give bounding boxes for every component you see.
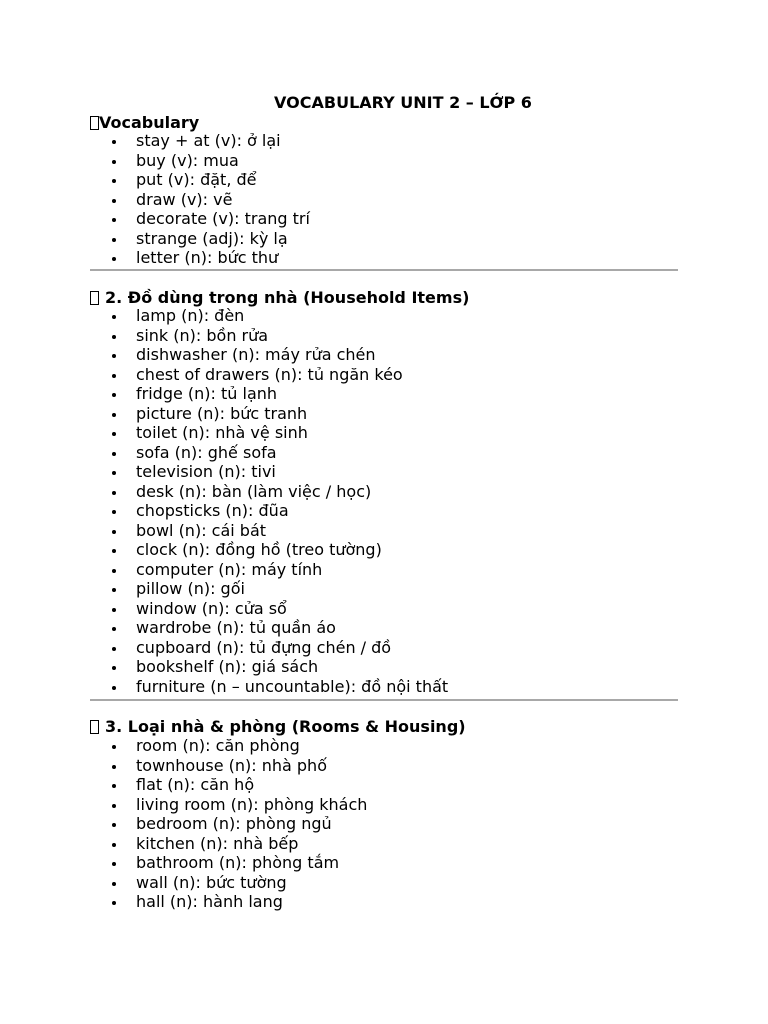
list-item: cupboard (n): tủ đựng chén / đồ <box>108 638 448 658</box>
list-item: furniture (n – uncountable): đồ nội thất <box>108 677 448 697</box>
section-heading-text: Vocabulary <box>99 113 200 132</box>
list-item: sink (n): bồn rửa <box>108 326 448 346</box>
vocabulary-list <box>108 131 310 268</box>
household-items-list <box>108 306 448 696</box>
rooms-housing-list <box>108 736 367 912</box>
list-item: clock (n): đồng hồ (treo tường) <box>108 540 448 560</box>
list-item: dishwasher (n): máy rửa chén <box>108 345 448 365</box>
list-item: strange (adj): kỳ lạ <box>108 229 310 249</box>
list-item: townhouse (n): nhà phố <box>108 756 367 776</box>
document-title: VOCABULARY UNIT 2 – LỚP 6 <box>274 93 532 112</box>
section-heading-vocabulary <box>90 113 199 133</box>
list-item: living room (n): phòng khách <box>108 795 367 815</box>
list-item: bowl (n): cái bát <box>108 521 448 541</box>
list-item: sofa (n): ghế sofa <box>108 443 448 463</box>
list-item: wardrobe (n): tủ quần áo <box>108 618 448 638</box>
list-item: fridge (n): tủ lạnh <box>108 384 448 404</box>
list-item: television (n): tivi <box>108 462 448 482</box>
list-item: buy (v): mua <box>108 151 310 171</box>
list-item: bathroom (n): phòng tắm <box>108 853 367 873</box>
missing-glyph-icon <box>90 720 99 734</box>
missing-glyph-icon <box>90 116 99 130</box>
section-heading-rooms-housing <box>90 717 466 737</box>
section-heading-text: 3. Loại nhà & phòng (Rooms & Housing) <box>105 717 466 736</box>
list-item: pillow (n): gối <box>108 579 448 599</box>
list-item: wall (n): bức tường <box>108 873 367 893</box>
list-item: window (n): cửa sổ <box>108 599 448 619</box>
list-item: draw (v): vẽ <box>108 190 310 210</box>
list-item: bookshelf (n): giá sách <box>108 657 448 677</box>
list-item: letter (n): bức thư <box>108 248 310 268</box>
list-item: computer (n): máy tính <box>108 560 448 580</box>
list-item: kitchen (n): nhà bếp <box>108 834 367 854</box>
section-divider <box>90 699 678 701</box>
list-item: lamp (n): đèn <box>108 306 448 326</box>
list-item: picture (n): bức tranh <box>108 404 448 424</box>
list-item: bedroom (n): phòng ngủ <box>108 814 367 834</box>
missing-glyph-icon <box>90 291 99 305</box>
list-item: chopsticks (n): đũa <box>108 501 448 521</box>
list-item: room (n): căn phòng <box>108 736 367 756</box>
list-item: decorate (v): trang trí <box>108 209 310 229</box>
list-item: toilet (n): nhà vệ sinh <box>108 423 448 443</box>
section-divider <box>90 269 678 271</box>
list-item: hall (n): hành lang <box>108 892 367 912</box>
list-item: put (v): đặt, để <box>108 170 310 190</box>
list-item: chest of drawers (n): tủ ngăn kéo <box>108 365 448 385</box>
list-item: desk (n): bàn (làm việc / học) <box>108 482 448 502</box>
list-item: stay + at (v): ở lại <box>108 131 310 151</box>
list-item: flat (n): căn hộ <box>108 775 367 795</box>
section-heading-household-items <box>90 288 469 308</box>
section-heading-text: 2. Đồ dùng trong nhà (Household Items) <box>105 288 470 307</box>
